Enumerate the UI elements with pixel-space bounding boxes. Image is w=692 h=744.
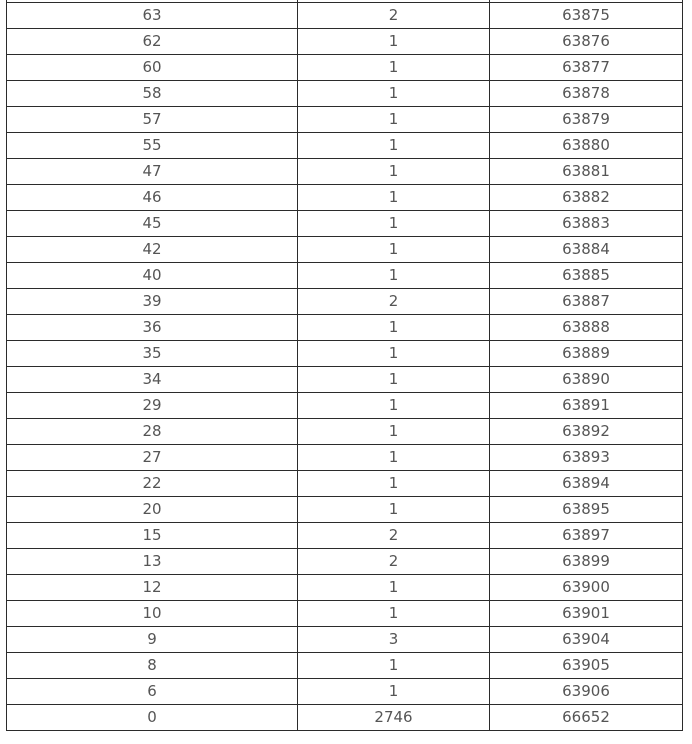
cumulative-cell: 63881 [490,159,683,185]
count-cell: 1 [298,471,490,497]
value-cell: 6 [7,679,298,705]
cumulative-cell: 63906 [490,679,683,705]
cumulative-cell: 63880 [490,133,683,159]
value-cell: 57 [7,107,298,133]
table-row [7,29,683,55]
value-cell: 13 [7,549,298,575]
value-cell: 35 [7,341,298,367]
table-row [7,445,683,471]
table-row [7,185,683,211]
cumulative-cell: 63884 [490,237,683,263]
cumulative-cell: 63879 [490,107,683,133]
value-cell: 0 [7,705,298,731]
table-row [7,705,683,731]
count-cell: 1 [298,29,490,55]
value-cell: 47 [7,159,298,185]
count-cell: 2 [298,549,490,575]
count-cell: 1 [298,601,490,627]
count-cell: 2 [298,289,490,315]
table-row [7,289,683,315]
value-cell: 39 [7,289,298,315]
count-cell: 1 [298,55,490,81]
table-row [7,3,683,29]
value-cell: 45 [7,211,298,237]
table-row [7,523,683,549]
table-row [7,55,683,81]
table-row [7,107,683,133]
cumulative-cell: 63901 [490,601,683,627]
table-row [7,81,683,107]
cumulative-cell: 63891 [490,393,683,419]
cumulative-cell: 63875 [490,3,683,29]
cumulative-cell: 63885 [490,263,683,289]
cumulative-cell: 63883 [490,211,683,237]
table-row [7,653,683,679]
count-cell: 1 [298,653,490,679]
value-cell: 27 [7,445,298,471]
cumulative-cell: 63892 [490,419,683,445]
count-cell: 1 [298,159,490,185]
cumulative-cell: 63894 [490,471,683,497]
cumulative-cell: 63888 [490,315,683,341]
table-row [7,211,683,237]
table-row [7,549,683,575]
table-row [7,133,683,159]
count-cell: 1 [298,107,490,133]
cumulative-cell: 63878 [490,81,683,107]
count-cell: 1 [298,575,490,601]
value-cell: 46 [7,185,298,211]
value-cell: 62 [7,29,298,55]
cumulative-cell: 63904 [490,627,683,653]
count-cell: 2746 [298,705,490,731]
cumulative-cell: 63893 [490,445,683,471]
value-cell: 15 [7,523,298,549]
count-cell: 1 [298,211,490,237]
cumulative-cell: 63889 [490,341,683,367]
count-cell: 1 [298,237,490,263]
table-row [7,419,683,445]
value-cell: 58 [7,81,298,107]
table-row [7,575,683,601]
count-cell: 1 [298,341,490,367]
data-sheet [6,0,682,731]
cumulative-cell: 63876 [490,29,683,55]
value-cell: 20 [7,497,298,523]
cumulative-cell: 66652 [490,705,683,731]
cumulative-cell: 63877 [490,55,683,81]
cumulative-cell: 63897 [490,523,683,549]
table-row [7,393,683,419]
table-row [7,341,683,367]
count-cell: 1 [298,679,490,705]
value-cell: 8 [7,653,298,679]
count-cell: 2 [298,523,490,549]
value-cell: 28 [7,419,298,445]
table-row [7,627,683,653]
count-cell: 1 [298,133,490,159]
table-row [7,497,683,523]
value-cell: 60 [7,55,298,81]
count-cell: 1 [298,497,490,523]
count-cell: 1 [298,367,490,393]
cumulative-cell: 63882 [490,185,683,211]
count-cell: 3 [298,627,490,653]
value-cell: 29 [7,393,298,419]
value-cell: 63 [7,3,298,29]
count-cell: 1 [298,315,490,341]
value-cell: 55 [7,133,298,159]
count-cell: 1 [298,263,490,289]
cumulative-cell: 63887 [490,289,683,315]
value-cell: 10 [7,601,298,627]
table-row [7,315,683,341]
data-table [6,0,683,731]
cumulative-cell: 63905 [490,653,683,679]
count-cell: 1 [298,419,490,445]
value-cell: 40 [7,263,298,289]
value-cell: 12 [7,575,298,601]
value-cell: 36 [7,315,298,341]
table-row [7,679,683,705]
count-cell: 1 [298,185,490,211]
table-row [7,237,683,263]
count-cell: 2 [298,3,490,29]
value-cell: 42 [7,237,298,263]
count-cell: 1 [298,393,490,419]
count-cell: 1 [298,445,490,471]
value-cell: 9 [7,627,298,653]
cumulative-cell: 63899 [490,549,683,575]
count-cell: 1 [298,81,490,107]
table-body [7,0,683,731]
table-row [7,471,683,497]
value-cell: 22 [7,471,298,497]
table-row [7,367,683,393]
cumulative-cell: 63890 [490,367,683,393]
cumulative-cell: 63900 [490,575,683,601]
value-cell: 34 [7,367,298,393]
table-row [7,601,683,627]
cumulative-cell: 63895 [490,497,683,523]
table-row [7,263,683,289]
table-row [7,159,683,185]
